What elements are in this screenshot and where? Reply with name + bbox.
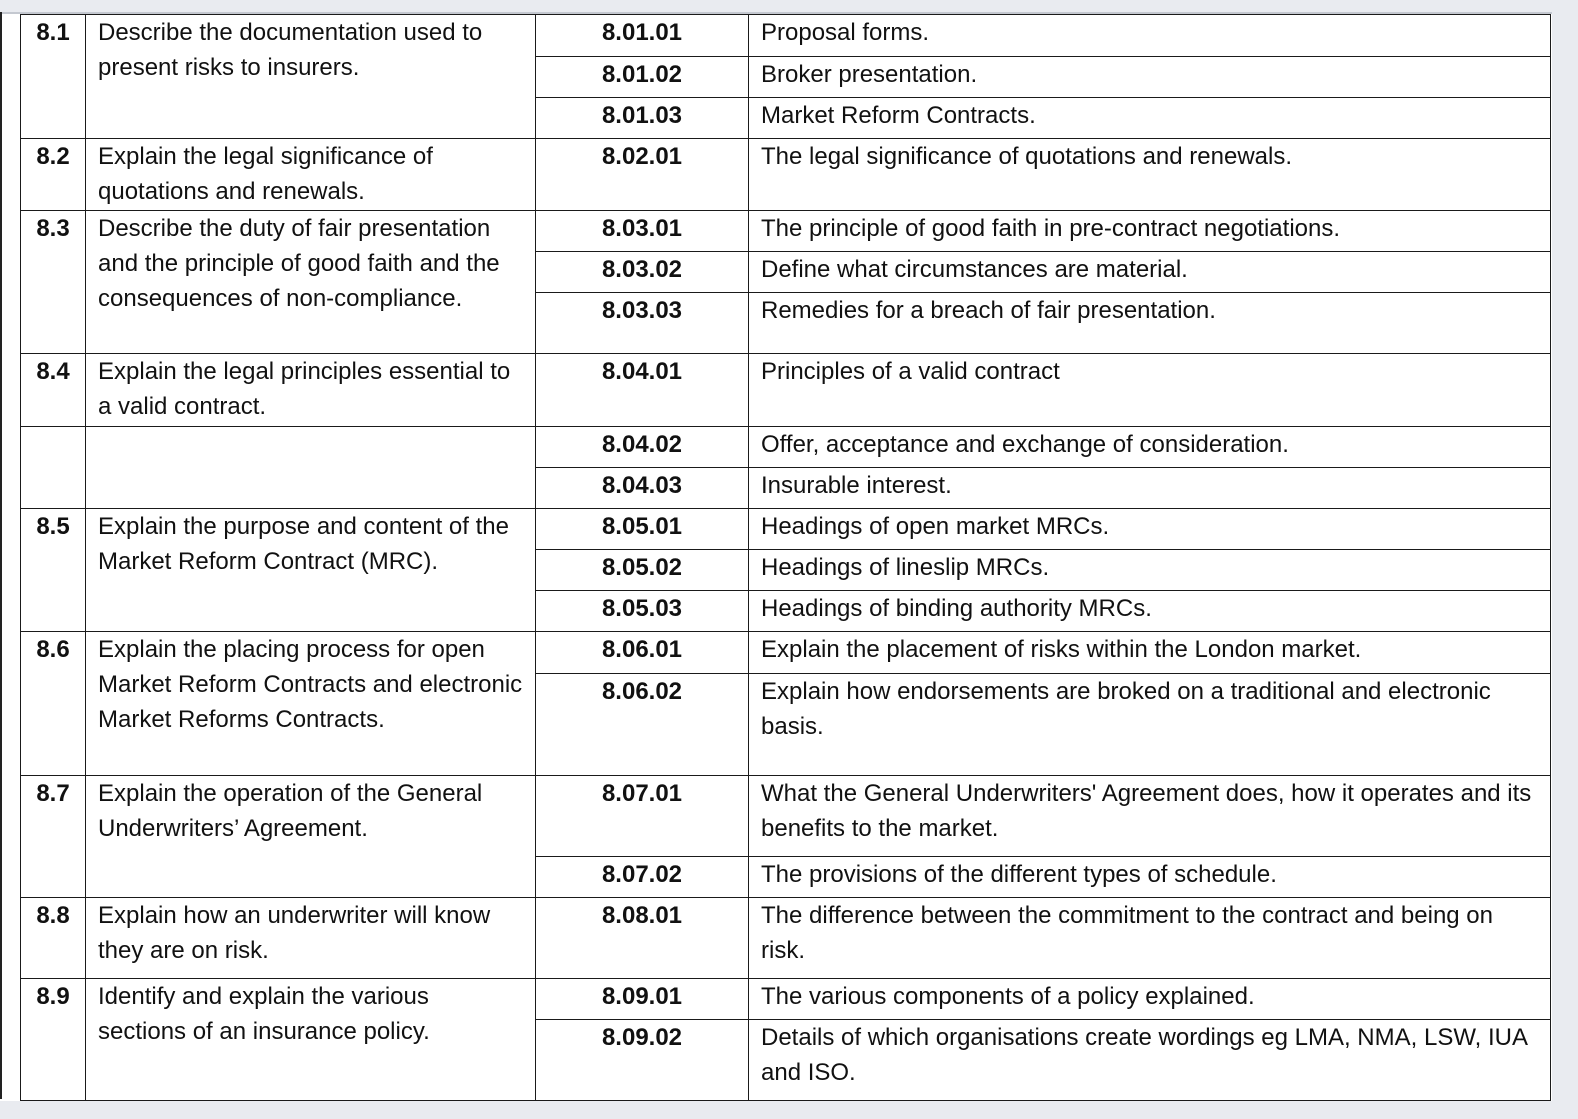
outcome-code: 8.07.01 — [536, 776, 749, 857]
outcome-description: The various components of a policy explained. — [749, 979, 1551, 1020]
outcome-code: 8.05.03 — [536, 591, 749, 632]
section-number: 8.1 — [21, 15, 86, 139]
outcome-code: 8.01.03 — [536, 98, 749, 139]
outcome-description: Market Reform Contracts. — [749, 98, 1551, 139]
syllabus-table — [20, 14, 1551, 1101]
learning-objective: Explain the purpose and content of the Market Reform Contract (MRC). — [86, 509, 536, 632]
section-number: 8.2 — [21, 139, 86, 211]
outcome-description: The provisions of the different types of schedule. — [749, 857, 1551, 898]
learning-objective: Explain the legal principles essential to a valid contract. — [86, 354, 536, 427]
outcome-code: 8.04.01 — [536, 354, 749, 427]
outcome-code: 8.04.03 — [536, 468, 749, 509]
outcome-description: Broker presentation. — [749, 57, 1551, 98]
outcome-code: 8.05.01 — [536, 509, 749, 550]
learning-objective: Describe the duty of fair presentation and the principle of good faith and the consequences of non-compliance. — [86, 211, 536, 354]
outcome-code: 8.03.01 — [536, 211, 749, 252]
table-row — [21, 139, 1551, 211]
outcome-description: Details of which organisations create wordings eg LMA, NMA, LSW, IUA and ISO. — [749, 1020, 1551, 1101]
page-edge-line — [0, 12, 2, 1099]
learning-objective: Describe the documentation used to present risks to insurers. — [86, 15, 536, 139]
outcome-code: 8.04.02 — [536, 427, 749, 468]
outcome-code: 8.01.02 — [536, 57, 749, 98]
outcome-description: Principles of a valid contract — [749, 354, 1551, 427]
outcome-description: What the General Underwriters' Agreement does, how it operates and its benefits to the market. — [749, 776, 1551, 857]
outcome-description: Explain the placement of risks within the London market. — [749, 632, 1551, 674]
outcome-code: 8.03.02 — [536, 252, 749, 293]
section-number: 8.9 — [21, 979, 86, 1101]
learning-objective: Explain how an underwriter will know they are on risk. — [86, 898, 536, 979]
table-row — [21, 979, 1551, 1020]
table-row — [21, 632, 1551, 674]
table-row — [21, 776, 1551, 857]
outcome-code: 8.05.02 — [536, 550, 749, 591]
outcome-description: Headings of binding authority MRCs. — [749, 591, 1551, 632]
outcome-description: The legal significance of quotations and renewals. — [749, 139, 1551, 211]
outcome-description: Headings of open market MRCs. — [749, 509, 1551, 550]
outcome-description: Explain how endorsements are broked on a traditional and electronic basis. — [749, 674, 1551, 776]
section-number: 8.7 — [21, 776, 86, 898]
outcome-description: The principle of good faith in pre-contract negotiations. — [749, 211, 1551, 252]
section-number: 8.6 — [21, 632, 86, 776]
table-row — [21, 898, 1551, 979]
section-number: 8.3 — [21, 211, 86, 354]
table-row — [21, 509, 1551, 550]
outcome-code: 8.02.01 — [536, 139, 749, 211]
outcome-description: Offer, acceptance and exchange of consideration. — [749, 427, 1551, 468]
table-row — [21, 354, 1551, 427]
outcome-code: 8.07.02 — [536, 857, 749, 898]
outcome-description: The difference between the commitment to the contract and being on risk. — [749, 898, 1551, 979]
table-row — [21, 15, 1551, 57]
outcome-description: Insurable interest. — [749, 468, 1551, 509]
table-row — [21, 211, 1551, 252]
outcome-code: 8.01.01 — [536, 15, 749, 57]
outcome-description: Headings of lineslip MRCs. — [749, 550, 1551, 591]
outcome-description: Proposal forms. — [749, 15, 1551, 57]
learning-objective: Identify and explain the various sections of an insurance policy. — [86, 979, 536, 1101]
outcome-code: 8.09.01 — [536, 979, 749, 1020]
outcome-code: 8.06.02 — [536, 674, 749, 776]
learning-objective: Explain the legal significance of quotations and renewals. — [86, 139, 536, 211]
learning-objective: Explain the operation of the General Underwriters’ Agreement. — [86, 776, 536, 898]
section-number: 8.8 — [21, 898, 86, 979]
outcome-code: 8.08.01 — [536, 898, 749, 979]
table-row — [21, 427, 1551, 468]
outcome-code: 8.03.03 — [536, 293, 749, 354]
outcome-code: 8.09.02 — [536, 1020, 749, 1101]
learning-objective — [86, 427, 536, 509]
section-number: 8.4 — [21, 354, 86, 427]
outcome-description: Remedies for a breach of fair presentation. — [749, 293, 1551, 354]
learning-objective: Explain the placing process for open Market Reform Contracts and electronic Market Reforms Contracts. — [86, 632, 536, 776]
section-number: 8.5 — [21, 509, 86, 632]
outcome-description: Define what circumstances are material. — [749, 252, 1551, 293]
outcome-code: 8.06.01 — [536, 632, 749, 674]
section-number — [21, 427, 86, 509]
